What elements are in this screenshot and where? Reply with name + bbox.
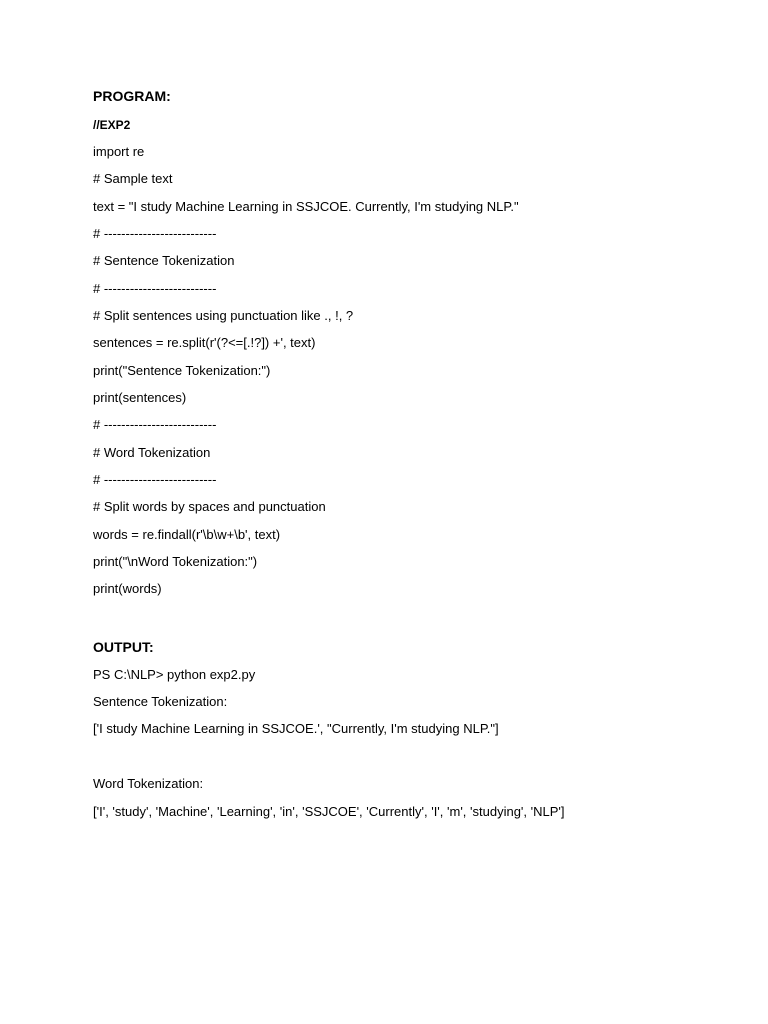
code-line: # Word Tokenization <box>93 445 211 460</box>
program-heading: PROGRAM: <box>93 88 171 104</box>
code-line: words = re.findall(r'\b\w+\b', text) <box>93 527 281 542</box>
code-line: # -------------------------- <box>93 472 217 487</box>
program-label: //EXP2 <box>93 118 131 132</box>
code-line: print("Sentence Tokenization:") <box>93 363 271 378</box>
code-line: import re <box>93 144 145 159</box>
output-line: ['I study Machine Learning in SSJCOE.', "Currently, I'm studying NLP."] <box>93 721 499 736</box>
output-heading: OUTPUT: <box>93 639 154 655</box>
code-line: # -------------------------- <box>93 417 217 432</box>
code-line: # Split words by spaces and punctuation <box>93 499 326 514</box>
code-line: text = "I study Machine Learning in SSJCOE. Currently, I'm studying NLP." <box>93 199 519 214</box>
output-line: Sentence Tokenization: <box>93 694 228 709</box>
output-line: ['I', 'study', 'Machine', 'Learning', 'in', 'SSJCOE', 'Currently', 'I', 'm', 'studying', 'NLP'] <box>93 804 565 819</box>
code-line: # -------------------------- <box>93 281 217 296</box>
code-line: # -------------------------- <box>93 226 217 241</box>
code-line: # Sentence Tokenization <box>93 253 235 268</box>
code-line: print(words) <box>93 581 162 596</box>
code-line: sentences = re.split(r'(?<=[.!?]) +', text) <box>93 335 316 350</box>
code-line: # Split sentences using punctuation like ., !, ? <box>93 308 354 323</box>
output-line: Word Tokenization: <box>93 776 204 791</box>
code-line: print(sentences) <box>93 390 187 405</box>
output-line: PS C:\NLP> python exp2.py <box>93 667 256 682</box>
code-line: # Sample text <box>93 171 173 186</box>
code-line: print("\nWord Tokenization:") <box>93 554 258 569</box>
